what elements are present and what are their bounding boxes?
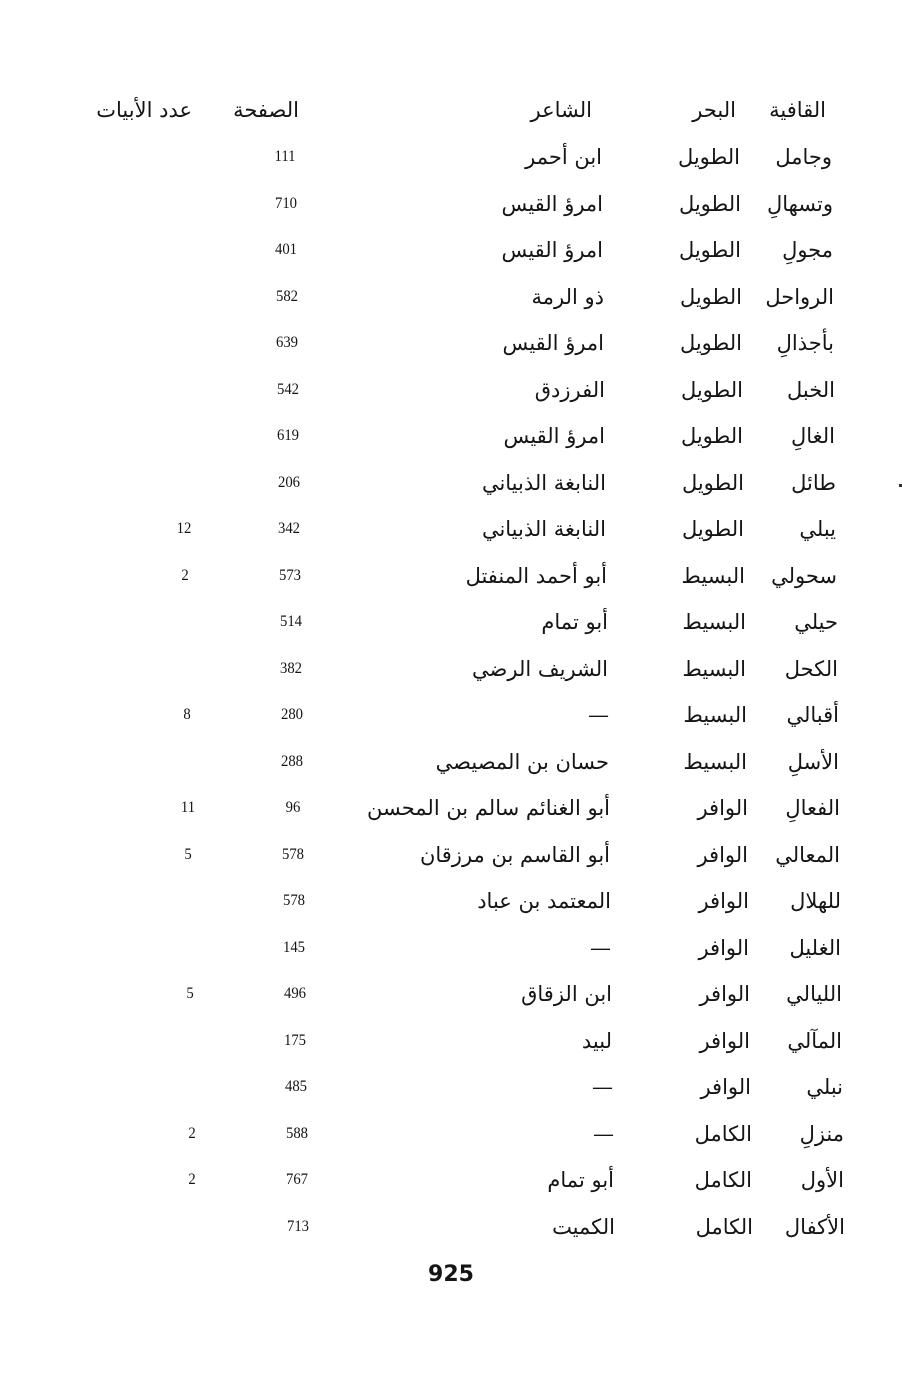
row-qafiya: وتسهالِ bbox=[766, 192, 833, 216]
row-qafiya: مجولِ bbox=[782, 238, 833, 262]
row-qafiya: حيلي bbox=[794, 610, 838, 634]
row-qafiya: وجامل bbox=[775, 145, 832, 169]
row-bahr: الكامل bbox=[695, 1215, 753, 1239]
table-header bbox=[0, 90, 902, 130]
row-page: 485 bbox=[284, 1078, 308, 1095]
table-row bbox=[0, 323, 902, 363]
table-row bbox=[0, 788, 902, 828]
row-page: 288 bbox=[280, 753, 304, 770]
row-bahr: الطويل bbox=[679, 331, 742, 355]
row-poet: امرؤ القيس bbox=[502, 331, 604, 355]
row-page: 639 bbox=[275, 334, 299, 351]
page-number: 925 bbox=[428, 1262, 474, 1287]
row-poet: — bbox=[593, 1122, 614, 1146]
table-row bbox=[0, 137, 902, 177]
table-row bbox=[0, 928, 902, 968]
table-row bbox=[0, 695, 902, 735]
row-poet: الفرزدق bbox=[534, 378, 605, 402]
row-bahr: البسيط bbox=[683, 703, 747, 727]
row-abyat: 2 bbox=[188, 1171, 196, 1188]
row-bahr: الوافر bbox=[699, 982, 750, 1006]
row-bahr: الوافر bbox=[697, 843, 748, 867]
table-row bbox=[0, 1114, 902, 1154]
row-qafiya: الليالي bbox=[786, 982, 842, 1006]
row-bahr: الكامل bbox=[694, 1168, 752, 1192]
row-page: 619 bbox=[276, 427, 300, 444]
row-page: 342 bbox=[277, 520, 301, 537]
row-bahr: الوافر bbox=[697, 796, 748, 820]
header-page: الصفحة bbox=[233, 98, 299, 122]
row-poet: امرؤ القيس bbox=[503, 424, 605, 448]
row-bahr: الطويل bbox=[679, 285, 742, 309]
row-qafiya: الأسلِ bbox=[787, 750, 839, 774]
row-poet: الشريف الرضي bbox=[472, 657, 608, 681]
row-page: 573 bbox=[278, 567, 302, 584]
table-row bbox=[0, 835, 902, 875]
row-page: 175 bbox=[283, 1032, 307, 1049]
row-qafiya: الأكفال bbox=[784, 1215, 845, 1239]
row-qafiya: المعالي bbox=[775, 843, 840, 867]
row-qafiya: سحولي bbox=[771, 564, 837, 588]
row-poet: ابن الزقاق bbox=[521, 982, 612, 1006]
row-bahr: الطويل bbox=[678, 192, 741, 216]
table-row bbox=[0, 1160, 902, 1200]
row-qafiya: الغليل bbox=[789, 936, 841, 960]
row-abyat: 2 bbox=[188, 1125, 196, 1142]
row-page: 280 bbox=[280, 706, 304, 723]
row-page: 710 bbox=[274, 195, 298, 212]
row-qafiya: المآلي bbox=[787, 1029, 842, 1053]
row-qafiya: الغالِ bbox=[790, 424, 835, 448]
row-bahr: البسيط bbox=[683, 750, 747, 774]
row-poet: النابغة الذبياني bbox=[481, 517, 606, 541]
row-bahr: الطويل bbox=[680, 378, 743, 402]
row-bahr: الكامل bbox=[694, 1122, 752, 1146]
row-qafiya: الكحل bbox=[784, 657, 838, 681]
table-row bbox=[0, 742, 902, 782]
row-poet: — bbox=[592, 1075, 613, 1099]
row-page: 401 bbox=[274, 241, 298, 258]
table-row bbox=[0, 602, 902, 642]
row-abyat: 2 bbox=[181, 567, 189, 584]
row-poet: لبيد bbox=[581, 1029, 612, 1053]
row-bahr: الوافر bbox=[698, 936, 749, 960]
row-qafiya: الرواحل bbox=[765, 285, 834, 309]
table-row bbox=[0, 416, 902, 456]
row-qafiya: الفعالِ bbox=[785, 796, 840, 820]
row-poet: أبو تمام bbox=[547, 1168, 614, 1192]
table-row bbox=[0, 881, 902, 921]
row-abyat: 5 bbox=[184, 846, 192, 863]
row-poet: ابن أحمر bbox=[525, 145, 602, 169]
table-row bbox=[0, 974, 902, 1014]
row-bahr: البسيط bbox=[681, 564, 745, 588]
row-bahr: الطويل bbox=[677, 145, 740, 169]
table-row bbox=[0, 649, 902, 689]
row-qafiya: نبلي bbox=[806, 1075, 843, 1099]
row-bahr: الوافر bbox=[698, 889, 749, 913]
row-poet: أبو القاسم بن مرزقان bbox=[419, 843, 610, 867]
row-poet: — bbox=[590, 936, 611, 960]
row-page: 582 bbox=[275, 288, 299, 305]
row-poet: أبو الغنائم سالم بن المحسن bbox=[367, 796, 610, 820]
row-qafiya: يبلي bbox=[799, 517, 836, 541]
row-page: 382 bbox=[279, 660, 303, 677]
row-bahr: الوافر bbox=[699, 1029, 750, 1053]
row-page: 542 bbox=[276, 381, 300, 398]
row-abyat: 5 bbox=[186, 985, 194, 1002]
row-bahr: الوافر bbox=[700, 1075, 751, 1099]
table-row bbox=[0, 509, 902, 549]
row-page: 145 bbox=[282, 939, 306, 956]
table-row bbox=[0, 277, 902, 317]
row-bahr: الطويل bbox=[681, 517, 744, 541]
row-qafiya: منزلِ bbox=[799, 1122, 844, 1146]
row-qafiya: أقبالي bbox=[786, 703, 839, 727]
row-qafiya: للهلال bbox=[790, 889, 841, 913]
row-page: 578 bbox=[282, 892, 306, 909]
row-page: 206 bbox=[277, 474, 301, 491]
row-qafiya: طائل bbox=[791, 471, 836, 495]
row-poet: حسان بن المصيصي bbox=[435, 750, 609, 774]
row-poet: ذو الرمة bbox=[531, 285, 604, 309]
header-qafiya: القافية bbox=[769, 98, 826, 122]
row-abyat: 11 bbox=[180, 799, 196, 816]
row-poet: المعتمد بن عباد bbox=[477, 889, 611, 913]
table-row bbox=[0, 1067, 902, 1107]
table-row bbox=[0, 230, 902, 270]
row-page: 713 bbox=[286, 1218, 310, 1235]
row-bahr: الطويل bbox=[680, 424, 743, 448]
row-abyat: 8 bbox=[183, 706, 191, 723]
header-abyat: عدد الأبيات bbox=[96, 98, 192, 122]
row-poet: أبو تمام bbox=[541, 610, 608, 634]
table-row bbox=[0, 556, 902, 596]
row-bahr: الطويل bbox=[681, 471, 744, 495]
row-poet: — bbox=[588, 703, 609, 727]
row-abyat: 12 bbox=[176, 520, 192, 537]
table-row bbox=[0, 370, 902, 410]
table-row bbox=[0, 463, 902, 503]
row-qafiya: الأول bbox=[800, 1168, 844, 1192]
row-page: 96 bbox=[285, 799, 301, 816]
row-page: 767 bbox=[285, 1171, 309, 1188]
row-poet: امرؤ القيس bbox=[501, 192, 603, 216]
row-bahr: الطويل bbox=[678, 238, 741, 262]
table-row bbox=[0, 1207, 902, 1247]
table-row bbox=[0, 184, 902, 224]
row-page: 588 bbox=[285, 1125, 309, 1142]
row-poet: الكميت bbox=[552, 1215, 615, 1239]
row-poet: امرؤ القيس bbox=[501, 238, 603, 262]
header-bahr: البحر bbox=[692, 98, 736, 122]
row-bahr: البسيط bbox=[682, 657, 746, 681]
row-page: 111 bbox=[274, 148, 296, 165]
row-poet: النابغة الذبياني bbox=[481, 471, 606, 495]
header-poet: الشاعر bbox=[530, 98, 592, 122]
row-page: 496 bbox=[283, 985, 307, 1002]
table-row bbox=[0, 1021, 902, 1061]
row-qafiya: بأجذالِ bbox=[776, 331, 834, 355]
row-page: 578 bbox=[281, 846, 305, 863]
row-qafiya: الخبل bbox=[786, 378, 835, 402]
row-page: 514 bbox=[279, 613, 303, 630]
row-bahr: البسيط bbox=[682, 610, 746, 634]
row-poet: أبو أحمد المنفتل bbox=[465, 564, 607, 588]
